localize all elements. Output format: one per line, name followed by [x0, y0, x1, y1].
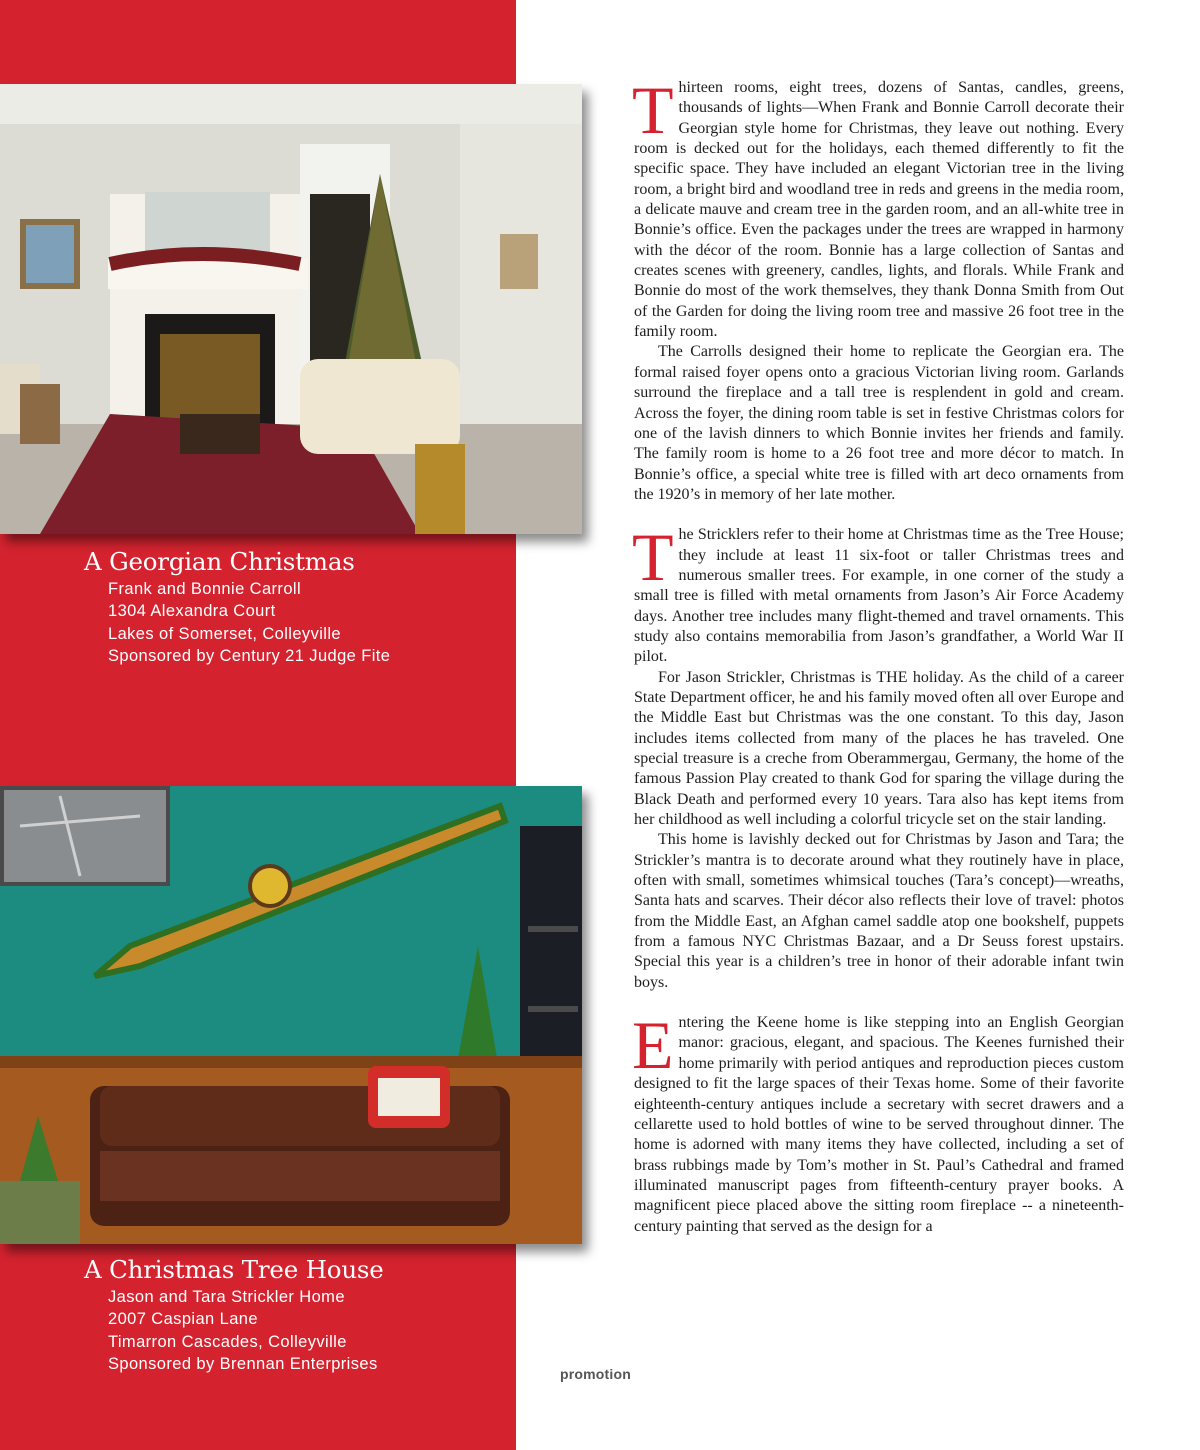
paragraph-text: he Stricklers refer to their home at Christmas time as the Tree House; they include at least 11 six-foot or taller Christmas trees and numerous smaller trees. For example, in one corner of the study a small tree is filled with metal ornaments from Jason’s Air Force Academy days. Another tree includes many flight-themed and travel ornaments. This study also contains memorabilia from Jason’s grandfather, a World War II pilot.	[634, 526, 1124, 666]
drop-cap: T	[632, 519, 674, 596]
article-body	[632, 72, 1125, 1237]
home-sponsor: Sponsored by Century 21 Judge Fite	[108, 646, 391, 665]
article-paragraph: This home is lavishly decked out for Christmas by Jason and Tara; the Strickler’s mantra is to decorate around what they routinely have in place, often with small, sometimes whimsical touches (Tara’s concept)—wreaths, Santa hats and scarves. Their décor also reflects their love of travel: photos from the Middle East, an Afghan camel saddle atop one bookshelf, puppets from a famous NYC Christmas Bazaar, and a Dr Seuss forest upstairs. Special this year is a children’s tree in honor of their adorable infant twin boys.	[634, 831, 1124, 991]
home-neighborhood: Timarron Cascades, Colleyville	[108, 1332, 347, 1351]
drop-cap: E	[632, 1007, 674, 1084]
home-neighborhood: Lakes of Somerset, Colleyville	[108, 624, 342, 643]
article-paragraph	[632, 519, 1124, 667]
drop-cap: T	[632, 72, 674, 148]
home-owners: Jason and Tara Strickler Home	[108, 1288, 345, 1306]
article-paragraph	[632, 1007, 1124, 1237]
paragraph-text: ntering the Keene home is like stepping into an English Georgian manor: gracious, elegant, and spacious. The Keenes furnished their home primarily with period antiques and reproduction pieces custom designed to fit the large spaces of their Texas home. Some of their favorite eighteenth-century antiques include a secretary with secret drawers and a cellarette used to hold bottles of wine to be served throughout dinner. The home is adorned with many items they have collected, including a set of brass rubbings made by Tom’s mother in St. Paul’s Cathedral and framed illuminated manuscript pages from fifteenth-century prayer books. A magnificent piece placed above the sitting room fireplace -- a nineteenth-century painting that served as the design for a	[634, 1014, 1124, 1235]
promotion-label: promotion	[560, 1366, 632, 1382]
article-paragraph	[632, 72, 1124, 342]
article-paragraph: The Carrolls designed their home to replicate the Georgian era. The formal raised foyer opens onto a gracious Victorian living room. Garlands surround the fireplace and a tall tree is resplendent in gold and cream. Across the foyer, the dining room table is set in festive Christmas colors for one of the lavish dinners to which Bonnie invites her friends and family. The family room is home to a 26 foot tree and more décor to match. In Bonnie’s office, a special white tree is filled with art deco ornaments from the 1920’s in memory of her late mother.	[634, 343, 1124, 503]
home-owners: Frank and Bonnie Carroll	[108, 580, 302, 598]
home-address: 1304 Alexandra Court	[108, 602, 276, 621]
home-title: A Georgian Christmas	[84, 547, 355, 576]
home-title: A Christmas Tree House	[84, 1255, 384, 1284]
caption-georgian-christmas	[84, 546, 390, 667]
georgian-living-room-photo	[0, 84, 582, 534]
caption-christmas-tree-house	[84, 1254, 384, 1375]
article-paragraph: For Jason Strickler, Christmas is THE holiday. As the child of a career State Department officer, he and his family moved often all over Europe and the Middle East but Christmas was the one constant. To this day, Jason includes items collected from many of the places he has traveled. One special treasure is a creche from Oberammergau, Germany, the home of the famous Passion Play created to thank God for sparing the village during the Black Death and performed every 10 years. Tara also has kept items from her childhood as well including a colorful tricycle set on the stair landing.	[634, 668, 1125, 829]
home-sponsor: Sponsored by Brennan Enterprises	[108, 1354, 378, 1373]
home-address: 2007 Caspian Lane	[108, 1310, 258, 1329]
tree-house-room-photo	[0, 786, 582, 1244]
paragraph-text: hirteen rooms, eight trees, dozens of Santas, candles, greens, thousands of lights—When Frank and Bonnie Carroll decorate their Georgian style home for Christmas, they leave out nothing. Every room is decked out for the holidays, each themed differently to fit the specific space. They have included an elegant Victorian tree in the living room, a bright bird and woodland tree in reds and greens in the media room, a delicate mauve and cream tree in the garden room, and an all-white tree in Bonnie’s office. Even the packages under the trees are wrapped in harmony with the décor of the room. Bonnie has a large collection of Santas and creates scenes with greenery, candles, lights, and florals. While Frank and Bonnie do most of the work themselves, they thank Donna Smith from Out of the Garden for doing the living room tree and massive 26 foot tree in the family room.	[634, 79, 1124, 341]
